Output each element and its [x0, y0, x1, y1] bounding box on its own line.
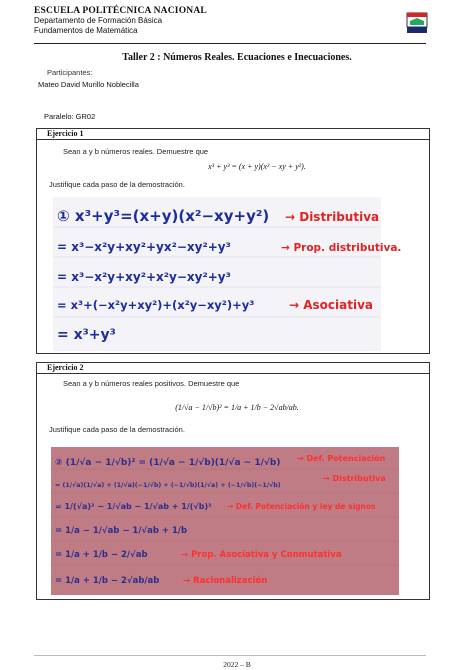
ex1-line-1-math: ① x³+y³=(x+y)(x²−xy+y²) [57, 207, 270, 225]
exercise-1-handwritten-solution [53, 197, 402, 351]
header-divider [34, 43, 426, 44]
ex1-line-1-note: → Distributiva [285, 210, 380, 224]
document-header [34, 6, 434, 36]
exercise-2-handwritten-solution [51, 447, 399, 595]
paralelo-label: Paralelo: GR02 [44, 112, 96, 121]
ex2-line-6-note: → Racionalización [183, 576, 268, 586]
school-name: ESCUELA POLITÉCNICA NACIONAL [34, 6, 207, 16]
ex2-line-2-note: → Distributiva [323, 474, 386, 483]
exercise-1-instruction: Justifique cada paso de la demostración. [49, 180, 185, 189]
exercise-1-statement: Sean a y b números reales. Demuestre que [63, 147, 209, 156]
ex2-line-2-math: = (1/√a)(1/√a) + (1/√a)(−1/√b) + (−1/√b)(1/√a) + (−1/√b)(−1/√b) [55, 482, 281, 489]
ex2-line-5-note: → Prop. Asociativa y Conmutativa [181, 550, 342, 560]
exercise-2-equation: (1/√a − 1/√b)² = 1/a + 1/b − 2√ab/ab. [175, 403, 299, 412]
ex2-line-1-math: ② (1/√a − 1/√b)² = (1/√a − 1/√b)(1/√a − 1/√b) [55, 458, 281, 468]
ex1-line-5-math: = x³+y³ [57, 327, 116, 343]
exercise-1-box [36, 128, 430, 354]
ex1-line-2-note: → Prop. distributiva. [281, 242, 402, 254]
ex2-line-6-math: = 1/a + 1/b − 2√ab/ab [55, 576, 160, 586]
page-title: Taller 2 : Números Reales. Ecuaciones e Inecuaciones. [122, 52, 352, 63]
ex2-line-5-math: = 1/a + 1/b − 2/√ab [55, 550, 148, 560]
ex2-line-4-math: = 1/a − 1/√ab − 1/√ab + 1/b [55, 526, 188, 536]
ex1-line-4-note: → Asociativa [289, 298, 373, 312]
ex1-line-2-math: = x³−x²y+xy²+yx²−xy²+y³ [57, 240, 231, 254]
course-name: Fundamentos de Matemática [34, 26, 138, 35]
department-name: Departamento de Formación Básica [34, 16, 163, 25]
ex2-line-1-note: → Def. Potenciación [297, 454, 386, 463]
exercise-2-box [36, 362, 430, 600]
exercise-2-instruction: Justifique cada paso de la demostración. [49, 425, 185, 434]
exercise-1-header: Ejercicio 1 [37, 129, 429, 140]
exercise-1-equation: x³ + y³ = (x + y)(x² − xy + y²). [208, 162, 306, 171]
footer-divider [34, 655, 426, 656]
ex1-line-3-math: = x³−x²y+xy²+x²y−xy²+y³ [57, 270, 231, 284]
ex1-line-4-math: = x³+(−x²y+xy²)+(x²y−xy²)+y³ [57, 298, 255, 312]
participants-label: Participantes: [47, 68, 93, 77]
exercise-2-header: Ejercicio 2 [37, 363, 429, 374]
student-name: Mateo David Murillo Noblecilla [38, 80, 139, 89]
ex2-line-3-note: → Def. Potenciación y ley de signos [227, 502, 376, 511]
page-footer: 2022 – B [223, 660, 251, 669]
exercise-2-statement: Sean a y b números reales positivos. Demuestre que [63, 379, 240, 388]
university-logo-icon [406, 12, 428, 36]
ex2-line-3-math: = 1/(√a)² − 1/√ab − 1/√ab + 1/(√b)² [55, 502, 212, 511]
